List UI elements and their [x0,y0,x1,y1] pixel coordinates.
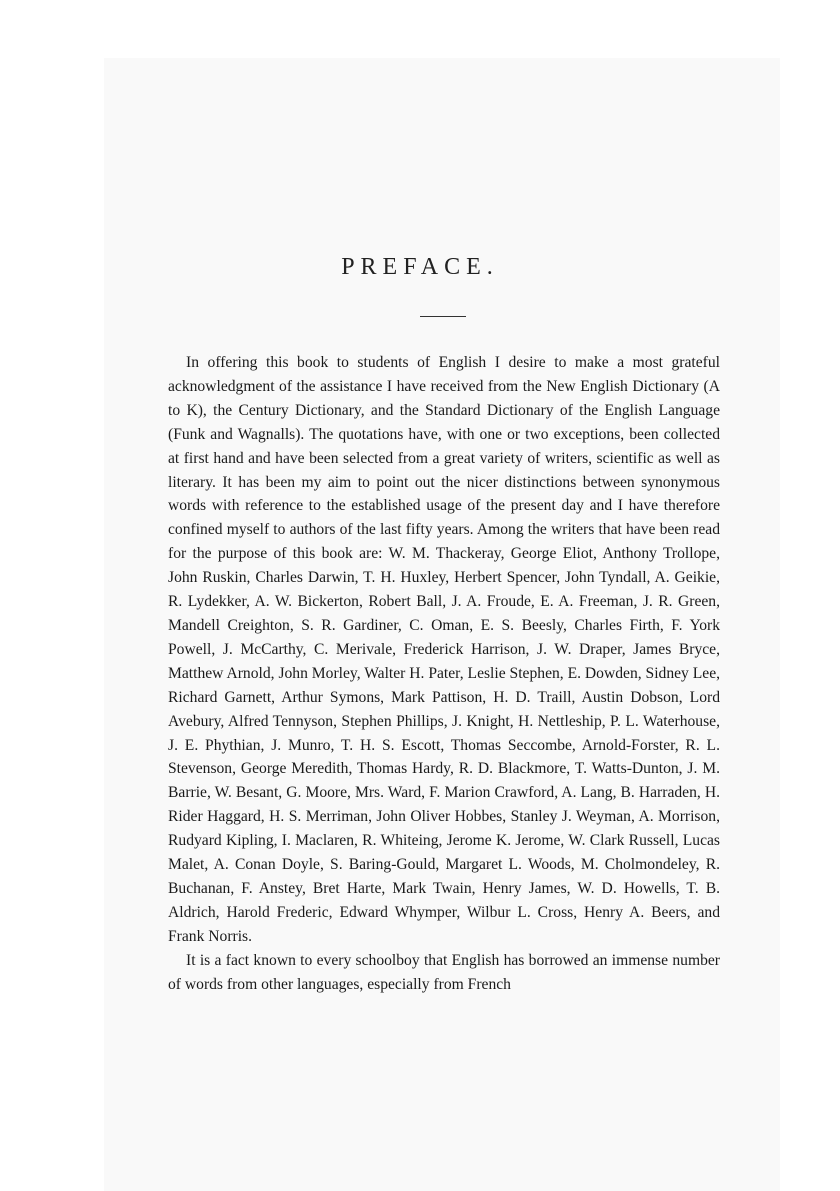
title-divider [420,316,466,317]
paragraph-borrowed-words: It is a fact known to every schoolboy that English has borrowed an immense number of words from other languages, especially from French [168,951,720,993]
page-title: PREFACE. [341,254,499,280]
paragraph-acknowledgment: In offering this book to students of English I desire to make a most grateful acknowledgment of the assistance I have received from the New English Dictionary (A to K), the Century Dictionary, and the Standard Dictionary of the English Language (Funk and Wagnalls). The quotations have, with one or two exceptions, been collected at first hand and have been selected from a great variety of writers, scientific as well as literary. It has been my aim to point out the nicer distinctions between synonymous words with reference to the established usage of the present day and I have therefore confined myself to authors of the last fifty years. Among the writers that have been read for the purpose of this book are: W. M. Thackeray, George Eliot, Anthony Trollope, John Ruskin, Charles Darwin, T. H. Huxley, Herbert Spencer, John Tyndall, A. Geikie, R. Lydekker, A. W. Bickerton, Robert Ball, J. A. Froude, E. A. Freeman, J. R. Green, Mandell Creighton, S. R. Gardiner, C. Oman, E. S. Beesly, Charles Firth, F. York Powell, J. McCarthy, C. Merivale, Frederick Harrison, J. W. Draper, James Bryce, Matthew Arnold, John Morley, Walter H. Pater, Leslie Stephen, E. Dowden, Sidney Lee, Richard Garnett, Arthur Symons, Mark Pattison, H. D. Traill, Austin Dobson, Lord Avebury, Alfred Tennyson, Stephen Phillips, J. Knight, H. Nettleship, P. L. Waterhouse, J. E. Phythian, J. Munro, T. H. S. Escott, Thomas Seccombe, Arnold-Forster, R. L. Stevenson, George Meredith, Thomas Hardy, R. D. Blackmore, T. Watts-Dunton, J. M. Barrie, W. Besant, G. Moore, Mrs. Ward, F. Marion Crawford, A. Lang, B. Harraden, H. Rider Haggard, H. S. Merriman, John Oliver Hobbes, Stanley J. Weyman, A. Morrison, Rudyard Kipling, I. Maclaren, R. Whiteing, Jerome K. Jerome, W. Clark Russell, Lucas Malet, A. Conan Doyle, S. Baring-Gould, Margaret L. Woods, M. Cholmondeley, R. Buchanan, F. Anstey, Bret Harte, Mark Twain, Henry James, W. D. Howells, T. B. Aldrich, Harold Frederic, Edward Whymper, Wilbur L. Cross, Henry A. Beers, and Frank Norris. [168,354,721,945]
preface-body [168,351,720,996]
